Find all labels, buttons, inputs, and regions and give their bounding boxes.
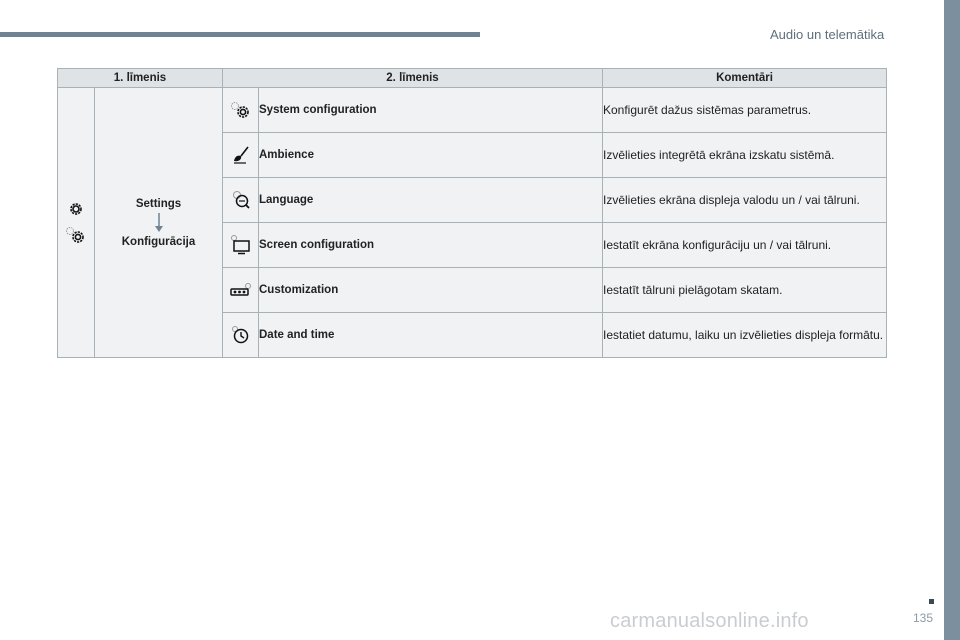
table-header-row xyxy=(58,69,887,88)
column-header-level1: 1. līmenis xyxy=(58,69,223,88)
clock-icon xyxy=(223,325,258,345)
row-comment: Izvēlieties integrētā ekrāna izskatu sistēmā. xyxy=(603,133,887,178)
header-rule xyxy=(0,32,480,37)
page-number: 135 xyxy=(913,611,934,625)
monitor-icon xyxy=(223,235,258,255)
row-label: Screen configuration xyxy=(259,223,603,268)
level1-label-bottom: Konfigurācija xyxy=(121,235,196,248)
level1-label-top: Settings xyxy=(135,197,182,210)
page-edge-strip xyxy=(944,0,960,640)
row-label: Ambience xyxy=(259,133,603,178)
row-comment: Iestatīt ekrāna konfigurāciju un / vai tālruni. xyxy=(603,223,887,268)
arrow-down-icon xyxy=(95,213,222,233)
row-comment: Konfigurēt dažus sistēmas parametrus. xyxy=(603,88,887,133)
gear-icon xyxy=(58,202,94,216)
watermark: carmanualsonline.info xyxy=(610,610,809,632)
customization-icon xyxy=(223,282,258,298)
gear-pair-icon xyxy=(223,101,258,119)
settings-table xyxy=(57,68,887,358)
gear-pair-icon xyxy=(58,226,94,244)
level1-icons-cell xyxy=(58,88,95,358)
row-icon-cell xyxy=(223,178,259,223)
row-icon-cell xyxy=(223,223,259,268)
row-icon-cell xyxy=(223,313,259,358)
language-icon xyxy=(223,190,258,210)
row-comment: Iestatiet datumu, laiku un izvēlieties displeja formātu. xyxy=(603,313,887,358)
row-icon-cell xyxy=(223,268,259,313)
column-header-comments: Komentāri xyxy=(603,69,887,88)
row-icon-cell xyxy=(223,133,259,178)
row-label: System configuration xyxy=(259,88,603,133)
level1-label-cell xyxy=(95,88,223,358)
column-header-level2: 2. līmenis xyxy=(223,69,603,88)
row-label: Language xyxy=(259,178,603,223)
table-row xyxy=(58,88,887,133)
section-title: Audio un telemātika xyxy=(770,27,885,42)
row-label: Date and time xyxy=(259,313,603,358)
row-comment: Iestatīt tālruni pielāgotam skatam. xyxy=(603,268,887,313)
row-icon-cell xyxy=(223,88,259,133)
row-label: Customization xyxy=(259,268,603,313)
row-comment: Izvēlieties ekrāna displeja valodu un / vai tālruni. xyxy=(603,178,887,223)
page-marker xyxy=(929,599,934,604)
brush-icon xyxy=(223,145,258,165)
